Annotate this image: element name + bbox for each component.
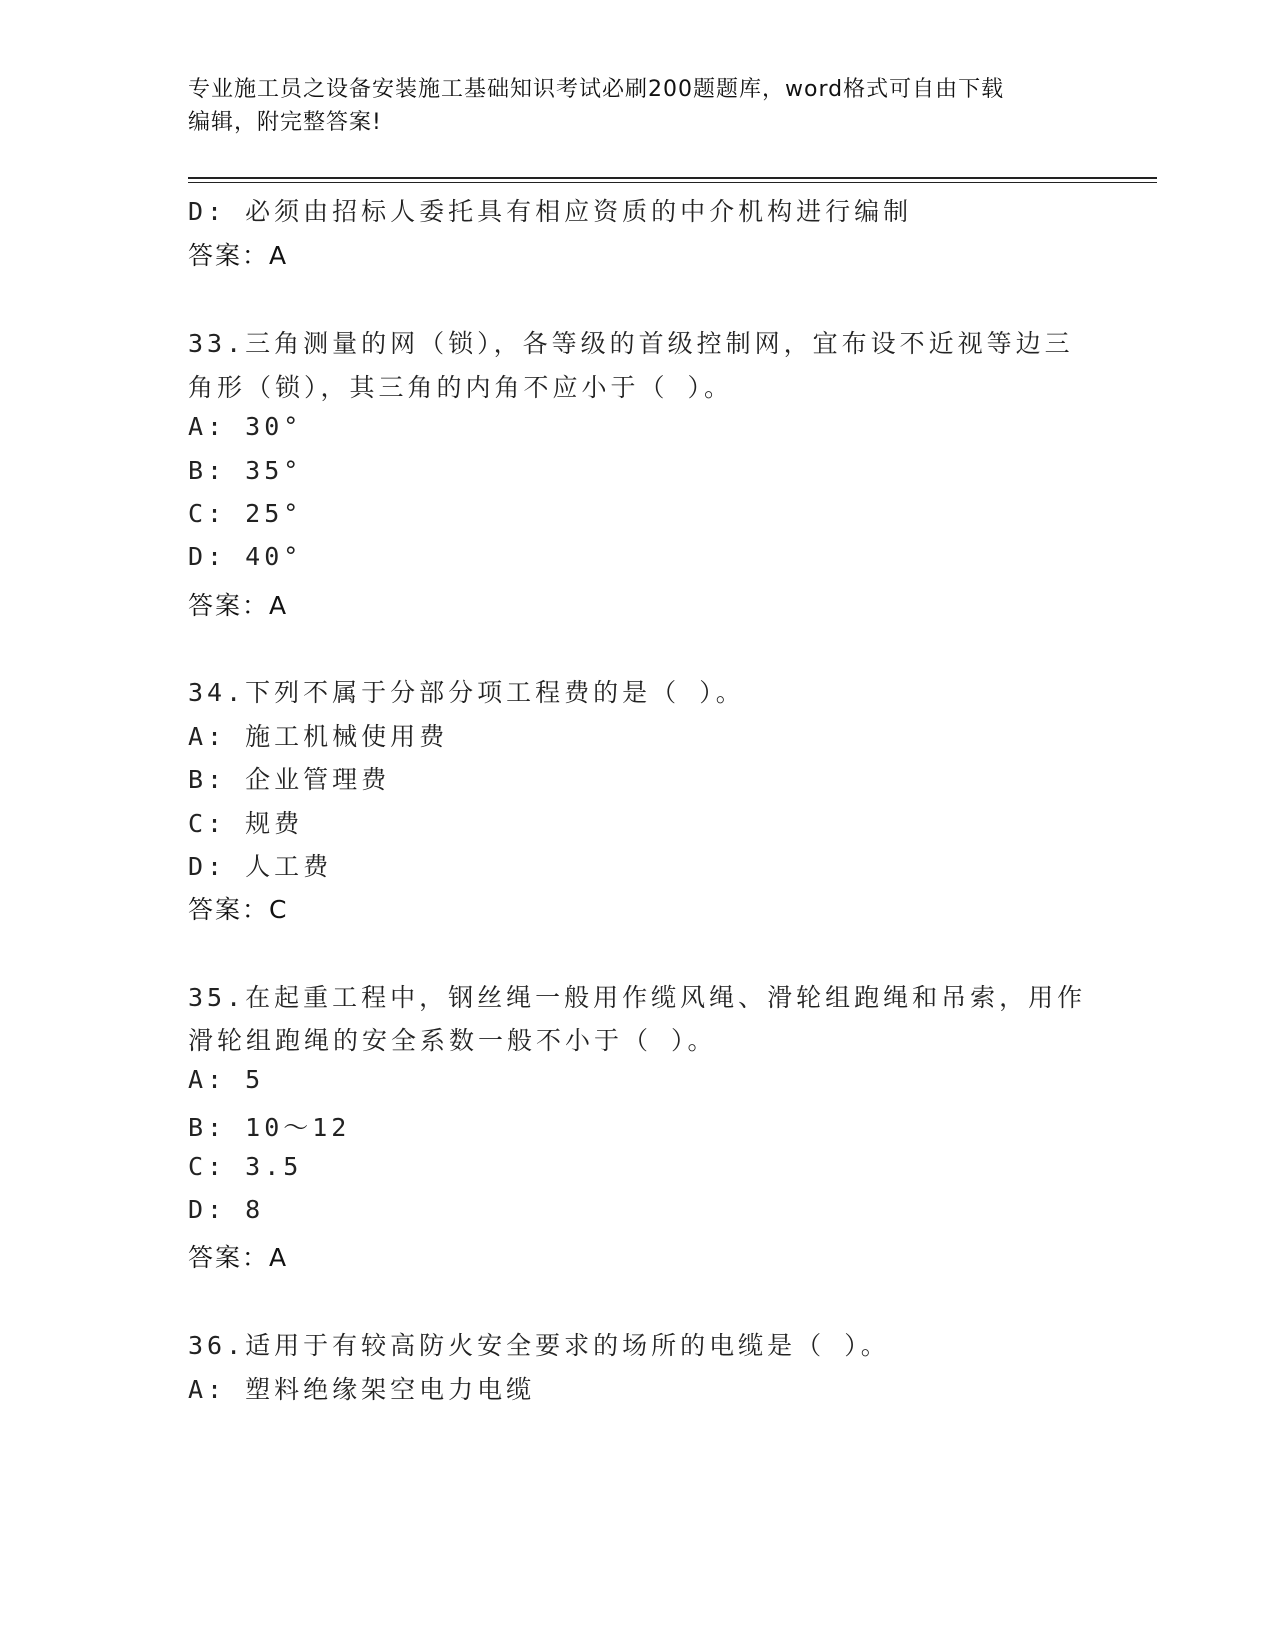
q35-option-c: C: 3.5 bbox=[188, 1152, 303, 1181]
q34-stem-line1: 34.下列不属于分部分项工程费的是（ ）。 bbox=[188, 678, 745, 707]
prev-answer: 答案：A bbox=[188, 241, 289, 270]
q34-option-c: C: 规费 bbox=[188, 809, 304, 838]
q33-option-d: D: 40° bbox=[188, 542, 303, 571]
q35-stem-line2: 滑轮组跑绳的安全系数一般不小于（ ）。 bbox=[188, 1026, 717, 1055]
q35-option-a: A: 5 bbox=[188, 1065, 265, 1094]
q33-stem-line1: 33.三角测量的网（锁），各等级的首级控制网，宜布设不近视等边三 bbox=[188, 329, 1074, 358]
q34-option-d: D: 人工费 bbox=[188, 852, 333, 881]
q33-option-b: B: 35° bbox=[188, 456, 303, 485]
q36-option-a: A: 塑料绝缘架空电力电缆 bbox=[188, 1375, 536, 1404]
q33-option-a: A: 30° bbox=[188, 412, 303, 441]
q35-stem-line1: 35.在起重工程中，钢丝绳一般用作缆风绳、滑轮组跑绳和吊索，用作 bbox=[188, 983, 1087, 1012]
q34-option-a: A: 施工机械使用费 bbox=[188, 722, 449, 751]
q36-stem-line1: 36.适用于有较高防火安全要求的场所的电缆是（ ）。 bbox=[188, 1331, 890, 1360]
prev-option-d: D: 必须由招标人委托具有相应资质的中介机构进行编制 bbox=[188, 197, 913, 226]
q33-stem-line2: 角形（锁），其三角的内角不应小于（ ）。 bbox=[188, 373, 734, 402]
q35-option-d: D: 8 bbox=[188, 1195, 265, 1224]
q35-option-b: B: 10～12 bbox=[188, 1113, 351, 1142]
q35-answer: 答案：A bbox=[188, 1243, 289, 1272]
page-header bbox=[188, 73, 1068, 139]
header-rule-thick bbox=[188, 177, 1157, 179]
header-title-line1: 专业施工员之设备安装施工基础知识考试必刷200题题库，word格式可自由下载 bbox=[188, 77, 1005, 102]
q33-option-c: C: 25° bbox=[188, 499, 303, 528]
q34-answer: 答案：C bbox=[188, 895, 289, 924]
header-title-line2: 编辑，附完整答案! bbox=[188, 110, 382, 135]
q33-answer: 答案：A bbox=[188, 591, 289, 620]
header-rule-thin bbox=[188, 182, 1157, 183]
q34-option-b: B: 企业管理费 bbox=[188, 765, 391, 794]
